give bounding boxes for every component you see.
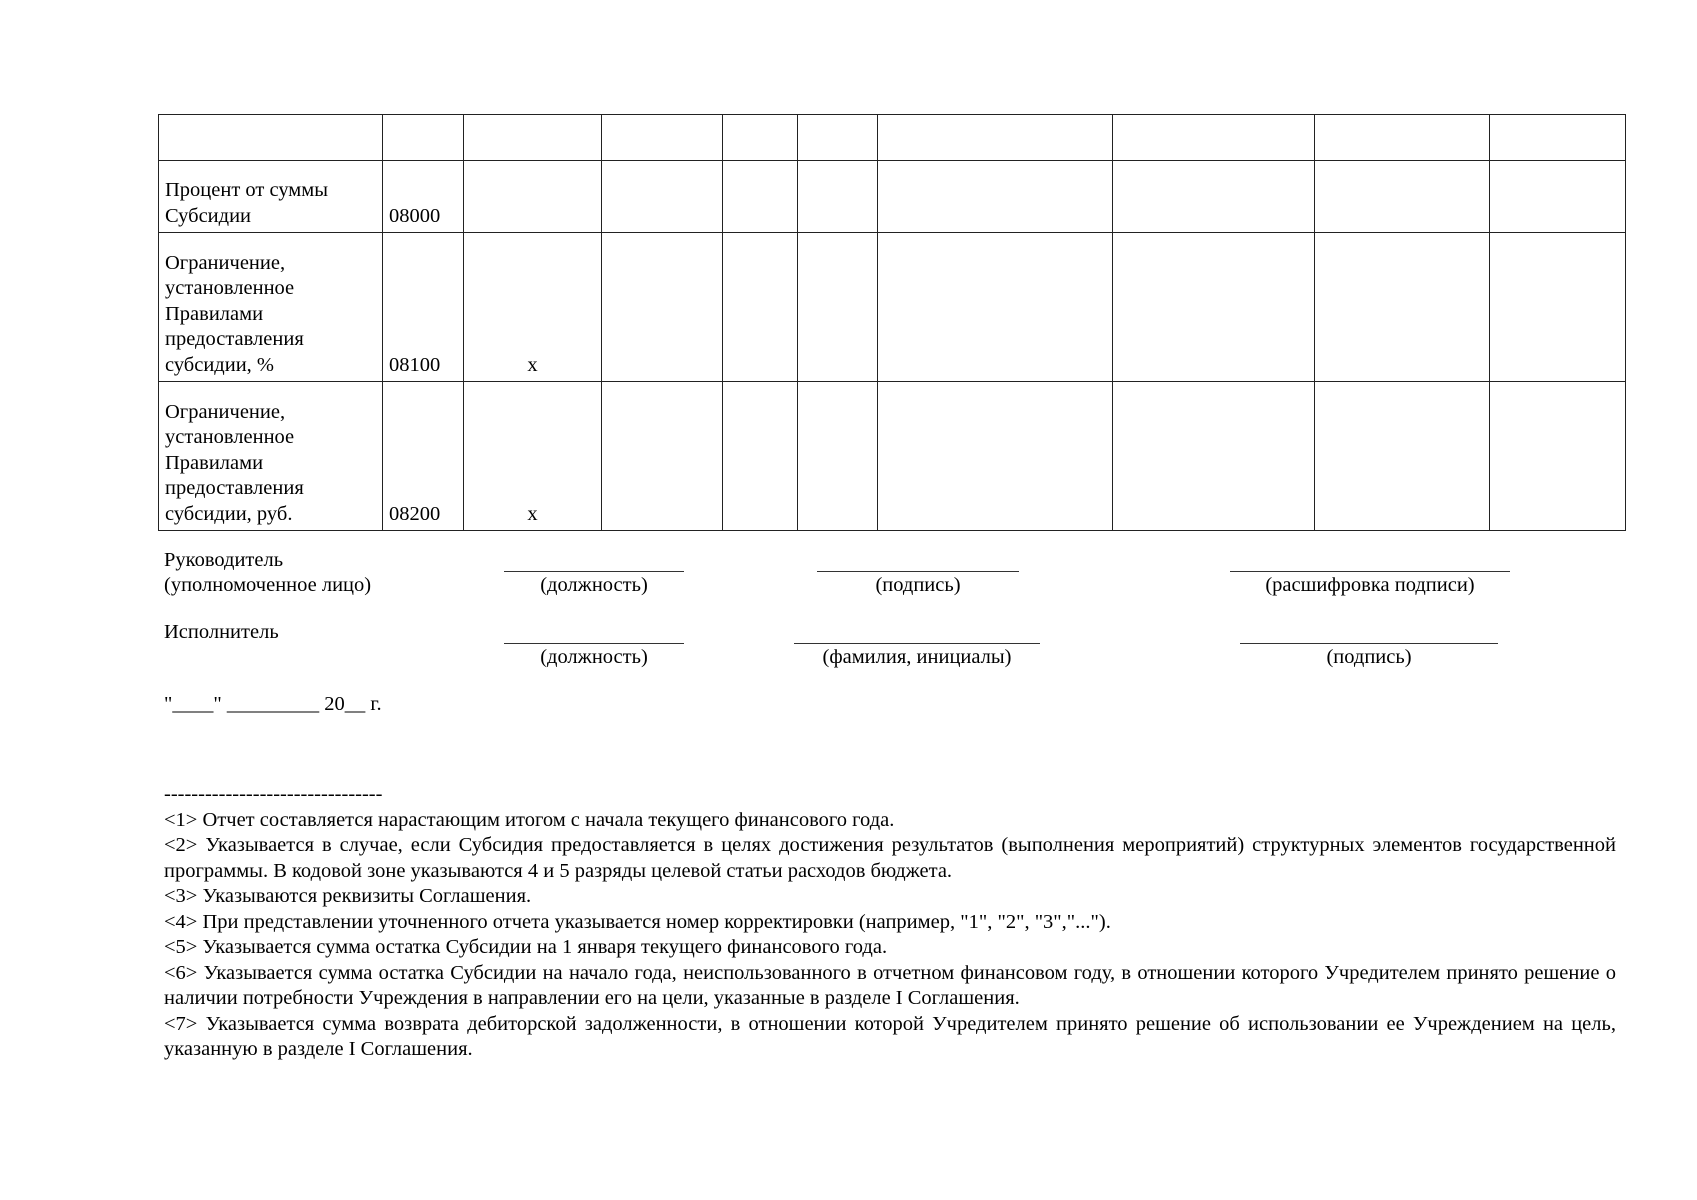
footnotes bbox=[164, 782, 1616, 1063]
row-code-cell bbox=[383, 115, 464, 161]
row-code-cell: 08100 bbox=[383, 233, 464, 382]
empty-cell bbox=[723, 233, 798, 382]
head-signature-line bbox=[817, 571, 1019, 572]
footnote-item: <2> Указывается в случае, если Субсидия предоставляется в целях достижения результатов (выполнения мероприятий) структурных элементов государственной программы. В кодовой зоне указываются 4 и 5 разряды целевой статьи расходов бюджета. bbox=[164, 834, 1616, 882]
head-subtitle: (уполномоченное лицо) bbox=[164, 574, 372, 596]
executor-position-line bbox=[504, 643, 684, 644]
empty-cell bbox=[1113, 161, 1315, 233]
empty-cell bbox=[878, 161, 1113, 233]
head-decoding-line bbox=[1230, 571, 1510, 572]
executor-signature-line bbox=[1240, 643, 1498, 644]
footnote-item: <1> Отчет составляется нарастающим итогом с начала текущего финансового года. bbox=[164, 808, 895, 831]
empty-cell bbox=[602, 382, 723, 531]
executor-signature-caption: (подпись) bbox=[1326, 646, 1412, 668]
empty-cell bbox=[798, 115, 878, 161]
empty-cell bbox=[798, 233, 878, 382]
head-position-caption: (должность) bbox=[540, 574, 648, 596]
empty-cell bbox=[1490, 115, 1626, 161]
empty-cell bbox=[1490, 233, 1626, 382]
empty-cell bbox=[798, 382, 878, 531]
report-table bbox=[158, 114, 1626, 531]
row-label-cell: Ограничение, установленное Правилами предоставления субсидии, % bbox=[159, 233, 383, 382]
empty-cell bbox=[1315, 382, 1490, 531]
table-row bbox=[159, 382, 1626, 531]
row-mark-cell bbox=[464, 161, 602, 233]
head-decoding-caption: (расшифровка подписи) bbox=[1265, 574, 1475, 596]
empty-cell bbox=[602, 233, 723, 382]
empty-cell bbox=[602, 161, 723, 233]
head-title: Руководитель bbox=[164, 549, 284, 571]
empty-cell bbox=[1315, 161, 1490, 233]
row-label-cell bbox=[159, 115, 383, 161]
row-label-cell: Ограничение, установленное Правилами предоставления субсидии, руб. bbox=[159, 382, 383, 531]
footnote-item: <3> Указываются реквизиты Соглашения. bbox=[164, 885, 532, 907]
row-code-cell: 08200 bbox=[383, 382, 464, 531]
row-code-cell: 08000 bbox=[383, 161, 464, 233]
empty-cell bbox=[1315, 115, 1490, 161]
row-mark-cell: x bbox=[464, 382, 602, 531]
executor-name-caption: (фамилия, инициалы) bbox=[822, 646, 1012, 668]
executor-name-line bbox=[794, 643, 1040, 644]
footnote-item: <6> Указывается сумма остатка Субсидии на начало года, неиспользованного в отчетном финансовом году, в отношении которого Учредителем принято решение о наличии потребности Учреждения в направлении его на цели, указанные в разделе I Соглашения. bbox=[164, 961, 1616, 1009]
empty-cell bbox=[1490, 382, 1626, 531]
empty-cell bbox=[798, 161, 878, 233]
executor-position-caption: (должность) bbox=[540, 646, 648, 668]
head-signature-caption: (подпись) bbox=[875, 574, 961, 596]
row-mark-cell bbox=[464, 115, 602, 161]
empty-cell bbox=[1113, 382, 1315, 531]
head-position-line bbox=[504, 571, 684, 572]
empty-cell bbox=[1490, 161, 1626, 233]
footnote-separator: -------------------------------- bbox=[164, 783, 383, 805]
empty-cell bbox=[1113, 233, 1315, 382]
row-label-cell: Процент от суммы Субсидии bbox=[159, 161, 383, 233]
executor-title: Исполнитель bbox=[164, 621, 279, 643]
empty-cell bbox=[723, 382, 798, 531]
empty-cell bbox=[723, 161, 798, 233]
table-row bbox=[159, 161, 1626, 233]
empty-cell bbox=[878, 233, 1113, 382]
row-mark-cell: x bbox=[464, 233, 602, 382]
empty-cell bbox=[878, 382, 1113, 531]
empty-cell bbox=[1113, 115, 1315, 161]
table-row bbox=[159, 233, 1626, 382]
footnote-item: <5> Указывается сумма остатка Субсидии на 1 января текущего финансового года. bbox=[164, 936, 888, 958]
empty-cell bbox=[1315, 233, 1490, 382]
footnote-item: <4> При представлении уточненного отчета указывается номер корректировки (например, "1", "2", "3","..."). bbox=[164, 910, 1111, 933]
empty-cell bbox=[878, 115, 1113, 161]
empty-cell bbox=[602, 115, 723, 161]
footnote-item: <7> Указывается сумма возврата дебиторской задолженности, в отношении которой Учредителем принято решение об использовании ее Учреждением на цель, указанную в разделе I Соглашения. bbox=[164, 1012, 1616, 1060]
empty-cell bbox=[723, 115, 798, 161]
date-line: "____" _________ 20__ г. bbox=[164, 693, 382, 715]
table-row bbox=[159, 115, 1626, 161]
